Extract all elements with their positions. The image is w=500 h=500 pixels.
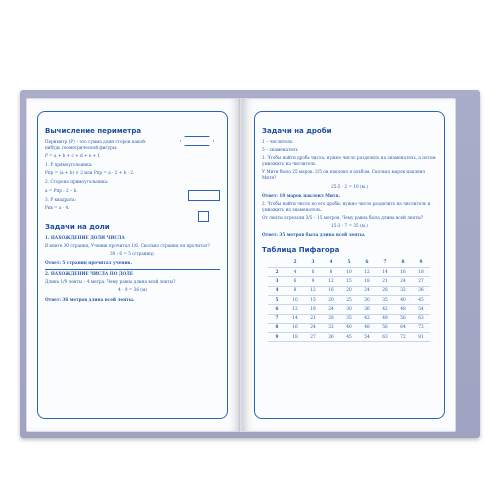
- table-cell: 24: [358, 286, 376, 295]
- rect-formula: Pпр = (a + b) × 2 или Pпр = a · 2 + b · 2.: [45, 170, 135, 176]
- hexagon-figure: [180, 136, 214, 146]
- task2-example: От ленты отрезали 3/5 – 15 метров. Чему равна была длина всей ленты?: [262, 214, 424, 220]
- table-cell: 16: [322, 286, 340, 295]
- task1-answer: Ответ: 10 марок наклеил Митя.: [262, 192, 341, 198]
- task1-text: 1. Чтобы найти дробь числа, нужно число разделить на знаменатель, а потом умножить на числитель.: [262, 155, 436, 167]
- perimeter-text: Периметр (P) – это сумма длин сторон какой-нибудь геометрической фигуры:: [45, 139, 147, 151]
- table-cell: 18: [358, 277, 376, 286]
- table-cell: 12: [286, 305, 304, 314]
- table-cell: 18: [412, 268, 430, 277]
- rect-heading: 1. P прямоугольника:: [45, 162, 93, 168]
- table-cell: 5: [340, 258, 358, 267]
- table-cell: 42: [376, 305, 394, 314]
- table-cell: 48: [358, 323, 376, 332]
- table-cell: 7: [268, 314, 286, 323]
- table-cell: 15: [304, 295, 322, 304]
- task1-calc: 25:5 · 2 = 10 (м.): [331, 183, 368, 189]
- task1-example: У Мити было 25 марок. 2/5 он наклеил в альбом. Сколько марок наклеил Митя?: [262, 169, 425, 181]
- part2-text: Длина 1/9 ленты – 4 метра. Чему равна длина всей ленты?: [45, 279, 176, 285]
- table-row: [268, 286, 430, 295]
- table-cell: 6: [268, 305, 286, 314]
- table-cell: 8: [268, 323, 286, 332]
- table-cell: 16: [286, 323, 304, 332]
- table-cell: 21: [376, 277, 394, 286]
- table-row: [268, 268, 430, 277]
- fraction-title: Задачи на дроби: [262, 127, 332, 135]
- table-cell: 12: [304, 286, 322, 295]
- divider: [45, 269, 220, 270]
- table-cell: 27: [412, 277, 430, 286]
- table-cell: 6: [358, 258, 376, 267]
- table-cell: 8: [286, 286, 304, 295]
- left-panel: [37, 111, 228, 419]
- table-cell: 9: [268, 333, 286, 342]
- table-row: [268, 277, 430, 286]
- perimeter-title: Вычисление периметра: [45, 127, 142, 135]
- table-cell: [268, 258, 286, 267]
- table-cell: 24: [394, 277, 412, 286]
- table-cell: 5: [268, 295, 286, 304]
- table-cell: 8: [322, 268, 340, 277]
- pythagoras-table: [268, 258, 430, 342]
- table-cell: 12: [358, 268, 376, 277]
- side-formula: a = Pпр : 2 – b.: [45, 187, 78, 193]
- table-cell: 20: [322, 295, 340, 304]
- table-cell: 4: [322, 258, 340, 267]
- table-cell: 14: [376, 268, 394, 277]
- table-cell: 15: [340, 277, 358, 286]
- table-cell: 16: [394, 268, 412, 277]
- left-page: [26, 98, 241, 432]
- table-cell: 36: [412, 286, 430, 295]
- part2-heading: 2. НАХОЖДЕНИЕ ЧИСЛА ПО ДОЛЕ: [45, 271, 134, 277]
- side-heading: 2. Сторона прямоугольника:: [45, 179, 109, 185]
- table-cell: 56: [376, 323, 394, 332]
- square-formula: Pкв = a · 4.: [45, 204, 70, 210]
- table-cell: 36: [358, 305, 376, 314]
- table-cell: 45: [340, 333, 358, 342]
- table-cell: 2: [286, 258, 304, 267]
- table-cell: 24: [304, 323, 322, 332]
- table-cell: 49: [376, 314, 394, 323]
- table-cell: 2: [268, 268, 286, 277]
- task2-answer: Ответ: 35 метров была длина всей ленты.: [262, 232, 366, 238]
- table-cell: 42: [358, 314, 376, 323]
- table-cell: 45: [412, 295, 430, 304]
- table-cell: 28: [376, 286, 394, 295]
- table-cell: 21: [304, 314, 322, 323]
- table-cell: 64: [394, 323, 412, 332]
- part1-text: В книге 30 страниц. Ученик прочитал 1/6. Сколько страниц он прочитал?: [45, 242, 210, 248]
- right-panel: [254, 111, 445, 419]
- table-cell: 30: [358, 295, 376, 304]
- table-cell: 35: [340, 314, 358, 323]
- table-cell: 32: [322, 323, 340, 332]
- table-cell: 32: [394, 286, 412, 295]
- table-cell: 8: [394, 258, 412, 267]
- table-cell: 72: [412, 323, 430, 332]
- part1-heading: 1. НАХОЖДЕНИЕ ДОЛИ ЧИСЛА: [45, 234, 125, 240]
- task2-calc: 15:3 · 7 = 35 (м.): [331, 223, 368, 229]
- table-row: [268, 305, 430, 314]
- table-cell: 54: [358, 333, 376, 342]
- table-header-row: [268, 258, 430, 267]
- table-row: [268, 323, 430, 332]
- table-cell: 28: [322, 314, 340, 323]
- table-row: [268, 333, 430, 342]
- table-cell: 7: [376, 258, 394, 267]
- table-cell: 56: [394, 314, 412, 323]
- table-cell: 54: [412, 305, 430, 314]
- table-title: Таблица Пифагора: [262, 246, 340, 255]
- legend-numerator: 1 – числитель: [262, 139, 293, 144]
- table-cell: 48: [394, 305, 412, 314]
- part1-calc: 30 : 6 = 5 (страниц).: [110, 251, 155, 257]
- table-cell: 81: [412, 333, 430, 342]
- table-cell: 4: [286, 268, 304, 277]
- part2-answer: Ответ: 36 метров длина всей ленты.: [45, 296, 135, 302]
- table-cell: 9: [304, 277, 322, 286]
- table-row: [268, 314, 430, 323]
- right-page: [241, 98, 456, 432]
- table-cell: 9: [412, 258, 430, 267]
- table-cell: 10: [340, 268, 358, 277]
- table-cell: 12: [322, 277, 340, 286]
- part2-calc: 4 · 9 = 36 (м): [118, 287, 147, 293]
- fractions-title: Задачи на доли: [45, 222, 110, 231]
- table-cell: 40: [340, 323, 358, 332]
- table-cell: 6: [304, 268, 322, 277]
- table-cell: 3: [304, 258, 322, 267]
- table-cell: 4: [268, 286, 286, 295]
- square-heading: 3. P квадрата:: [45, 196, 76, 202]
- table-cell: 40: [394, 295, 412, 304]
- table-cell: 63: [412, 314, 430, 323]
- table-cell: 20: [340, 286, 358, 295]
- table-cell: 72: [394, 333, 412, 342]
- rectangle-figure: [188, 190, 220, 201]
- legend-denominator: 5 – знаменатель: [262, 147, 298, 153]
- table-cell: 63: [376, 333, 394, 342]
- table-cell: 18: [286, 333, 304, 342]
- task2-text: 2. Чтобы найти число по его дроби, нужно число разделить на числитель и умножить на знаменатель.: [262, 200, 431, 212]
- table-cell: 3: [268, 277, 286, 286]
- table-cell: 36: [322, 333, 340, 342]
- part1-answer: Ответ: 5 страниц прочитал ученик.: [45, 260, 133, 266]
- square-figure: [198, 211, 209, 222]
- table-cell: 25: [340, 295, 358, 304]
- table-cell: 30: [340, 305, 358, 314]
- table-cell: 18: [304, 305, 322, 314]
- table-cell: 24: [322, 305, 340, 314]
- table-row: [268, 295, 430, 304]
- perimeter-formula: P = a + b + c + d + e + f.: [45, 153, 101, 159]
- table-cell: 27: [304, 333, 322, 342]
- table-cell: 10: [286, 295, 304, 304]
- table-cell: 35: [376, 295, 394, 304]
- table-cell: 6: [286, 277, 304, 286]
- table-cell: 14: [286, 314, 304, 323]
